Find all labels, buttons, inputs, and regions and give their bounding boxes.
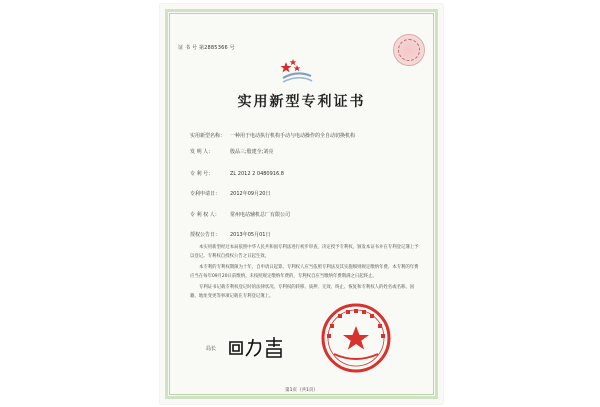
field-patent-number: 专 利 号： ZL 2012 2 0480916.8: [190, 171, 284, 177]
hologram-sticker-icon: [393, 34, 425, 66]
field-application-date: 专利申请日： 2012年09月20日: [190, 191, 271, 197]
director-signature: [226, 334, 290, 360]
official-seal: [320, 302, 392, 374]
field-inventor: 发 明 人： 殷品三;殷建全;刘亮: [190, 149, 274, 155]
body-paragraph: 本实用新型经过本局依照中华人民共和国专利法进行初步审查，决定授予专利权，颁发本证书并在专利登记簿上予以登记。专利权自授权公告之日起生效。: [190, 245, 419, 259]
body-paragraph: 本专利的专利权期限为十年，自申请日起算。专利权人应当依照专利法及其实施细则规定缴纳年费。本专利的年费应当在每年09月20日前缴纳。未按照规定缴纳年费的，专利权自应当缴纳年费期满之日起终止。: [190, 265, 419, 279]
signature-label: 局长: [206, 346, 217, 352]
field-patentee: 专 利 权 人： 常州电站辅机总厂有限公司: [190, 212, 291, 218]
certificate-body: [190, 244, 419, 301]
field-grant-date: 授权公告日： 2013年05月01日: [190, 232, 271, 238]
field-utility-model-name: 实用新型名称： 一种用于电动执行机构手动与电动操作的全自动切换机构: [190, 133, 356, 139]
patent-office-emblem-icon: [277, 56, 317, 88]
page-number: 第1页（共1页）: [285, 388, 318, 393]
patent-certificate: [160, 4, 443, 404]
body-paragraph: 专利证书记载专利权登记时的法律状况。专利权的转移、质押、无效、终止、恢复和专利权人的姓名或名称、国籍、地址变更等事项记载在专利登记簿上。: [190, 285, 415, 299]
certificate-number: 证 书 号 第2885366 号: [178, 45, 235, 51]
certificate-title: 实用新型专利证书: [237, 94, 366, 110]
